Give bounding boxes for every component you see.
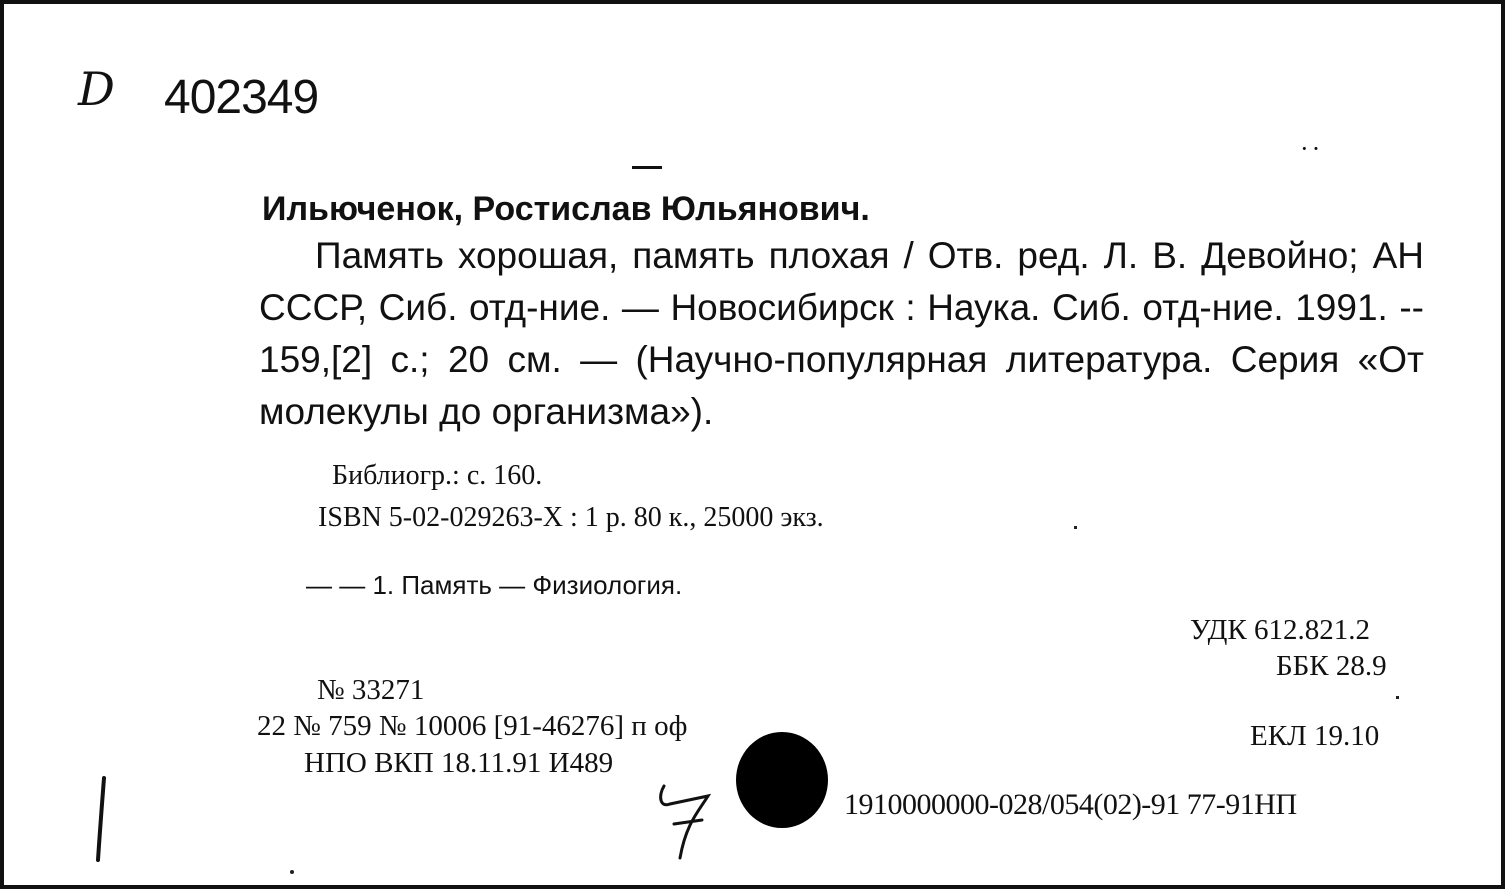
punch-hole [736,732,828,828]
ekl-code: ЕКЛ 19.10 [1250,720,1380,752]
bibliography-note: Библиогр.: с. 160. [332,460,543,491]
handwritten-number-mark [650,774,730,869]
author-heading: Ильюченок, Ростислав Юльянович. [262,190,870,228]
dots-mark: ·· [1300,134,1324,163]
speck-mark [1396,696,1399,699]
speck-mark [290,870,294,874]
inventory-number: 402349 [164,71,319,124]
isbn-line: ISBN 5-02-029263-X : 1 р. 80 к., 25000 экз. [318,502,824,533]
book-description: Память хорошая, память плохая / Отв. ред. Л. В. Девойно; АН СССР, Сиб. отд-ние. — Новосибирск : Наука. Сиб. отд-ние. 1991. -- 159,[2] с.; 20 см. — (Научно-популярная литература. Серия «От молекулы до организма»). [259,235,1424,432]
small-dash-mark [632,166,662,169]
print-info-line: 22 № 759 № 10006 [91-46276] п оф [257,710,688,742]
handwritten-letter: D [78,62,115,116]
subject-heading: — — 1. Память — Физиология. [306,570,683,600]
order-number: № 33271 [317,674,425,706]
speck-mark [1074,526,1077,529]
udk-code: УДК 612.821.2 [1190,614,1370,646]
bbk-code: ББК 28.9 [1276,650,1387,682]
classification-code: 1910000000-028/054(02)-91 77-91НП [844,788,1297,821]
handwritten-stroke-mark [90,774,114,869]
print-info-line: НПО ВКП 18.11.91 И489 [304,747,614,779]
